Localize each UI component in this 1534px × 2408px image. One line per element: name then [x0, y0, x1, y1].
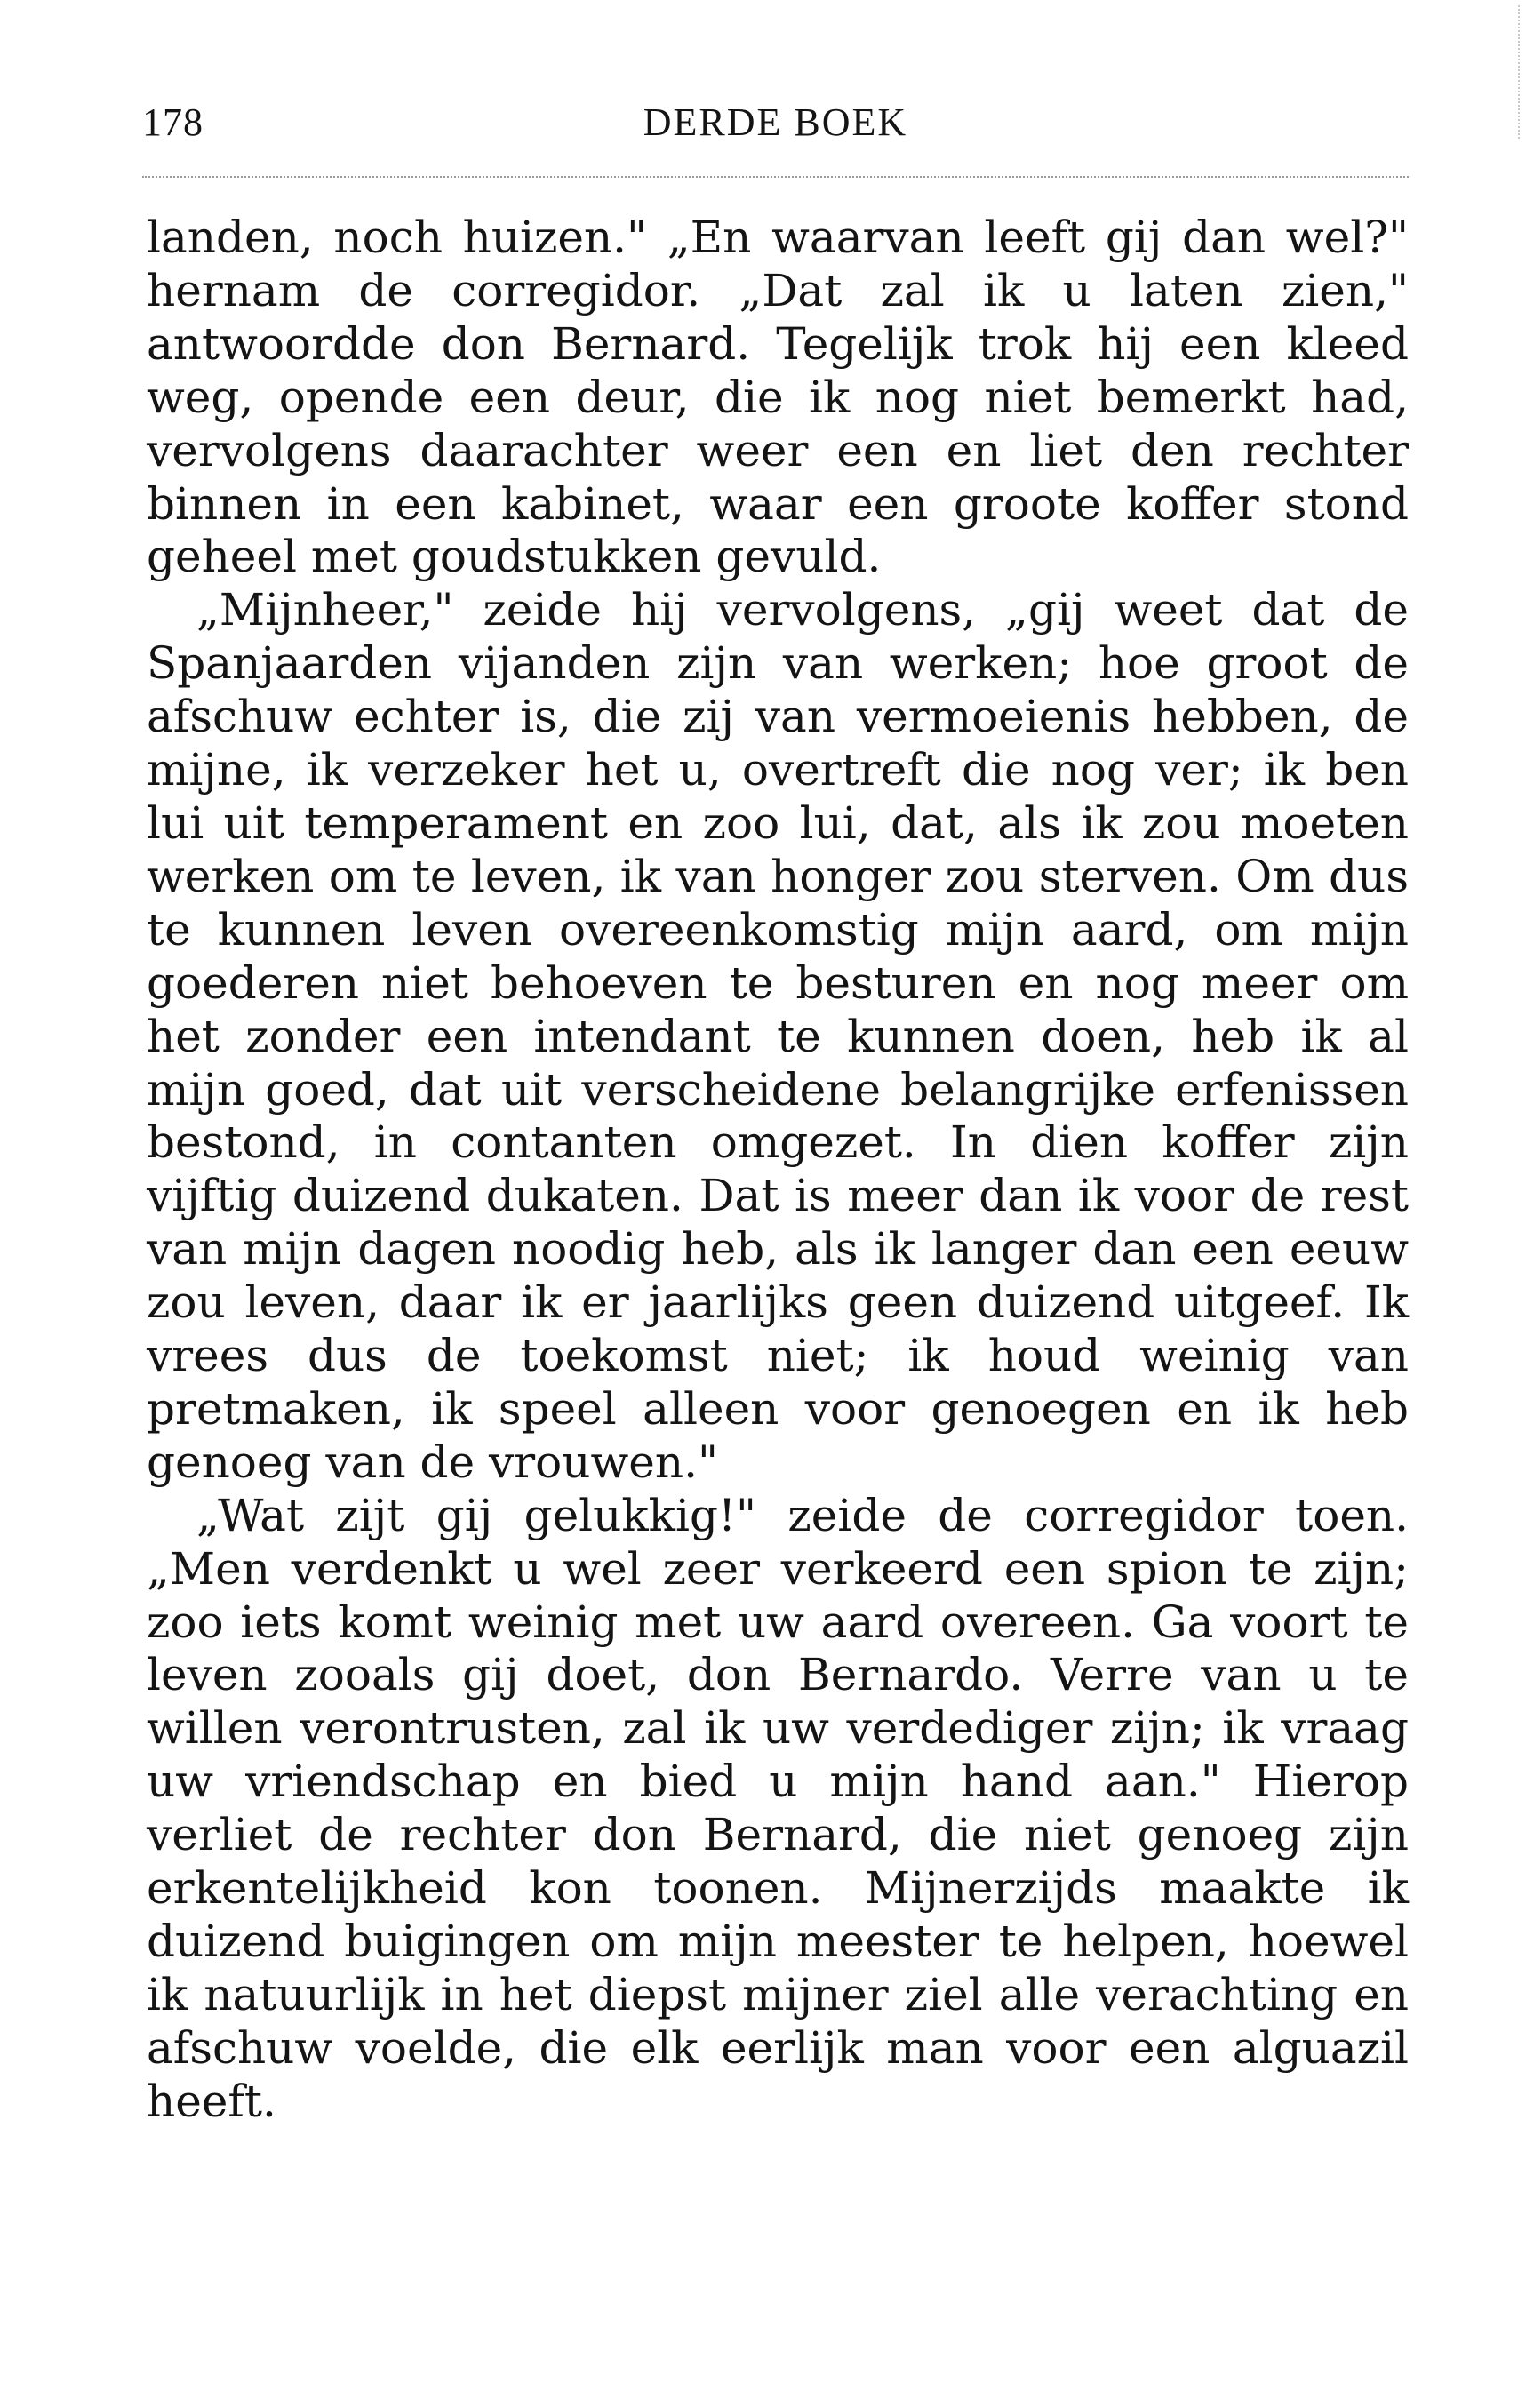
- page-number: 178: [142, 100, 204, 144]
- paragraph: „Wat zijt gij gelukkig!" zeide de corregidor toen. „Men verdenkt u wel zeer verkeerd een spion te zijn; zoo iets komt weinig met uw aard overeen. Ga voort te leven zooals gij doet, don Bernardo. Verre van u te willen verontrusten, zal ik uw verdediger zijn; ik vraag uw vriendschap en bied u mijn hand aan." Hierop verliet de rechter don Bernard, die niet genoeg zijn erkentelijkheid kon toonen. Mijnerzijds maakte ik duizend buigingen om mijn meester te helpen, hoewel ik natuurlijk in het diepst mijner ziel alle verachting en afschuw voelde, die elk eerlijk man voor een alguazil heeft.: [147, 1489, 1409, 2127]
- header-divider: [142, 176, 1409, 178]
- paragraph: „Mijnheer," zeide hij vervolgens, „gij weet dat de Spanjaarden vijanden zijn van werken; hoe groot de afschuw echter is, die zij van vermoeienis hebben, de mijne, ik verzeker het u, overtreft die nog ver; ik ben lui uit temperament en zoo lui, dat, als ik zou moeten werken om te leven, ik van honger zou sterven. Om dus te kunnen leven overeenkomstig mijn aard, om mijn goederen niet behoeven te besturen en nog meer om het zonder een intendant te kunnen doen, heb ik al mijn goed, dat uit verscheidene belangrijke erfenissen bestond, in contanten omgezet. In dien koffer zijn vijftig duizend dukaten. Dat is meer dan ik voor de rest van mijn dagen noodig heb, als ik langer dan een eeuw zou leven, daar ik er jaarlijks geen duizend uitgeef. Ik vrees dus de toekomst niet; ik houd weinig van pretmaken, ik speel alleen voor genoegen en ik heb genoeg van de vrouwen.": [147, 584, 1409, 1488]
- running-title: DERDE BOEK: [643, 100, 908, 144]
- paragraph: landen, noch huizen." „En waarvan leeft gij dan wel?" hernam de corregidor. „Dat zal ik u laten zien," antwoordde don Bernard. Tegelijk trok hij een kleed weg, opende een deur, die ik nog niet bemerkt had, vervolgens daarachter weer een en liet den rechter binnen in een kabinet, waar een groote koffer stond geheel met goudstukken gevuld.: [147, 212, 1409, 583]
- running-header: [142, 100, 1409, 158]
- body-text: [147, 212, 1409, 2129]
- page-edge-mark: [1518, 5, 1523, 139]
